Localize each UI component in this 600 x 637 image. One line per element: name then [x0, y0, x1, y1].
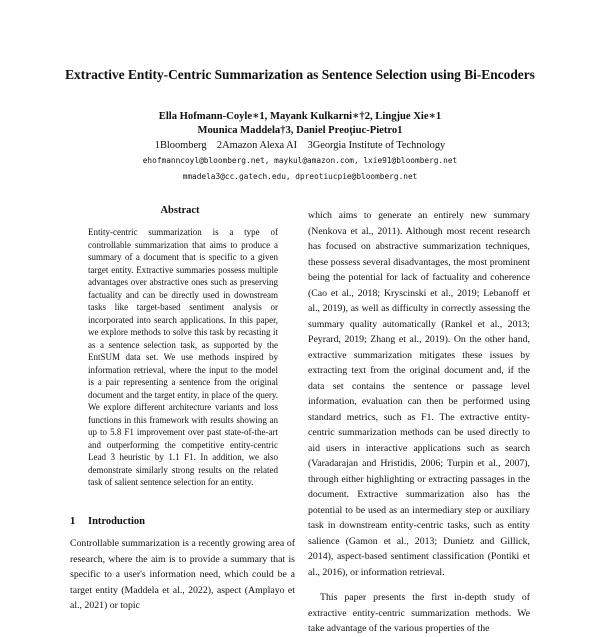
- right-column-paragraph-1: which aims to generate an entirely new summary (Nenkova et al., 2011). Although most recent research has focused on abstractive summarization techniques, these possess several disadvantages, the most prominent being the potential for lack of factuality and coherence (Cao et al., 2018; Kryscinski et al., 2019; Lebanoff et al., 2019), as well as difficulty in correctly assessing the summary quality automatically (Rankel et al., 2013; Peyrard, 2019; Zhang et al., 2019). On the other hand, extractive summarization mitigates these issues by extracting text from the original document and, if the data set contains the sentence or passage level information, evaluation can then be performed using standard metrics, such as F1. The extractive entity-centric summarization methods can be used directly to aid users in interactive applications such as search (Varadarajan and Hristidis, 2006; Turpin et al., 2007), through either highlighting or extracting passages in the document. Extractive summarization also has the potential to be used as an intermediary step or auxiliary task in downstream entity-centric tasks, such as entity salience (Gamon et al., 2013; Dunietz and Gillick, 2014), aspect-based sentiment classification (Pontiki et al., 2016), or information retrieval.: [308, 210, 530, 578]
- section-heading-introduction: [70, 516, 145, 527]
- emails-line-2: mmadela3@cc.gatech.edu, dpreotiucpie@bloomberg.net: [182, 172, 418, 181]
- section-title: Introduction: [88, 516, 145, 527]
- right-column-paragraph-2: This paper presents the first in-depth study of extractive entity-centric summarization methods. We take advantage of the various properties of the: [308, 592, 530, 634]
- paper-title: Extractive Entity-Centric Summarization as Sentence Selection using Bi-Encoders: [65, 67, 535, 82]
- emails-line-1: ehofmanncoyl@bloomberg.net, maykul@amazon.com, lxie91@bloomberg.net: [142, 156, 458, 165]
- author-list: [60, 110, 540, 138]
- authors-line-1: Ella Hofmann-Coyle∗1, Mayank Kulkarni∗†2, Lingjue Xie∗1: [158, 111, 442, 122]
- introduction-text: Controllable summarization is a recently growing area of research, where the aim is to provide a summary that is specific to a user's information need, which could be a target entity (Maddela et al., 2022), aspect (Amplayo et al., 2021) or topic: [70, 538, 295, 611]
- section-number: 1: [70, 516, 76, 527]
- right-column: [308, 208, 530, 637]
- abstract-heading: Abstract: [160, 205, 200, 216]
- affiliations: 1Bloomberg 2Amazon Alexa AI 3Georgia Institute of Technology: [154, 140, 446, 151]
- authors-line-2: Mounica Maddela†3, Daniel Preoţiuc-Pietro1: [197, 125, 403, 136]
- abstract-text: Entity-centric summarization is a type of controllable summarization that aims to produce a summary of a document that is specific to a given target entity. Extractive summaries possess multiple advantages over abstractive ones such as preserving factuality and can be directly used in downstream tasks like target-based sentiment analysis or incorporated into search applications. In this paper, we explore methods to solve this task by recasting it as a sentence selection task, as supported by the EntSUM data set. We use methods inspired by information retrieval, where the input to the model is a pair representing a sentence from the original document and the target entity, in place of the query. We explore different architecture variants and loss functions in this framework with results showing an up to 5.8 F1 improvement over past state-of-the-art and outperforming the competitive entity-centric Lead 3 heuristic by 1.1 F1. In addition, we also demonstrate similarly strong results on the related task of salient sentence selection for an entity.: [88, 227, 278, 487]
